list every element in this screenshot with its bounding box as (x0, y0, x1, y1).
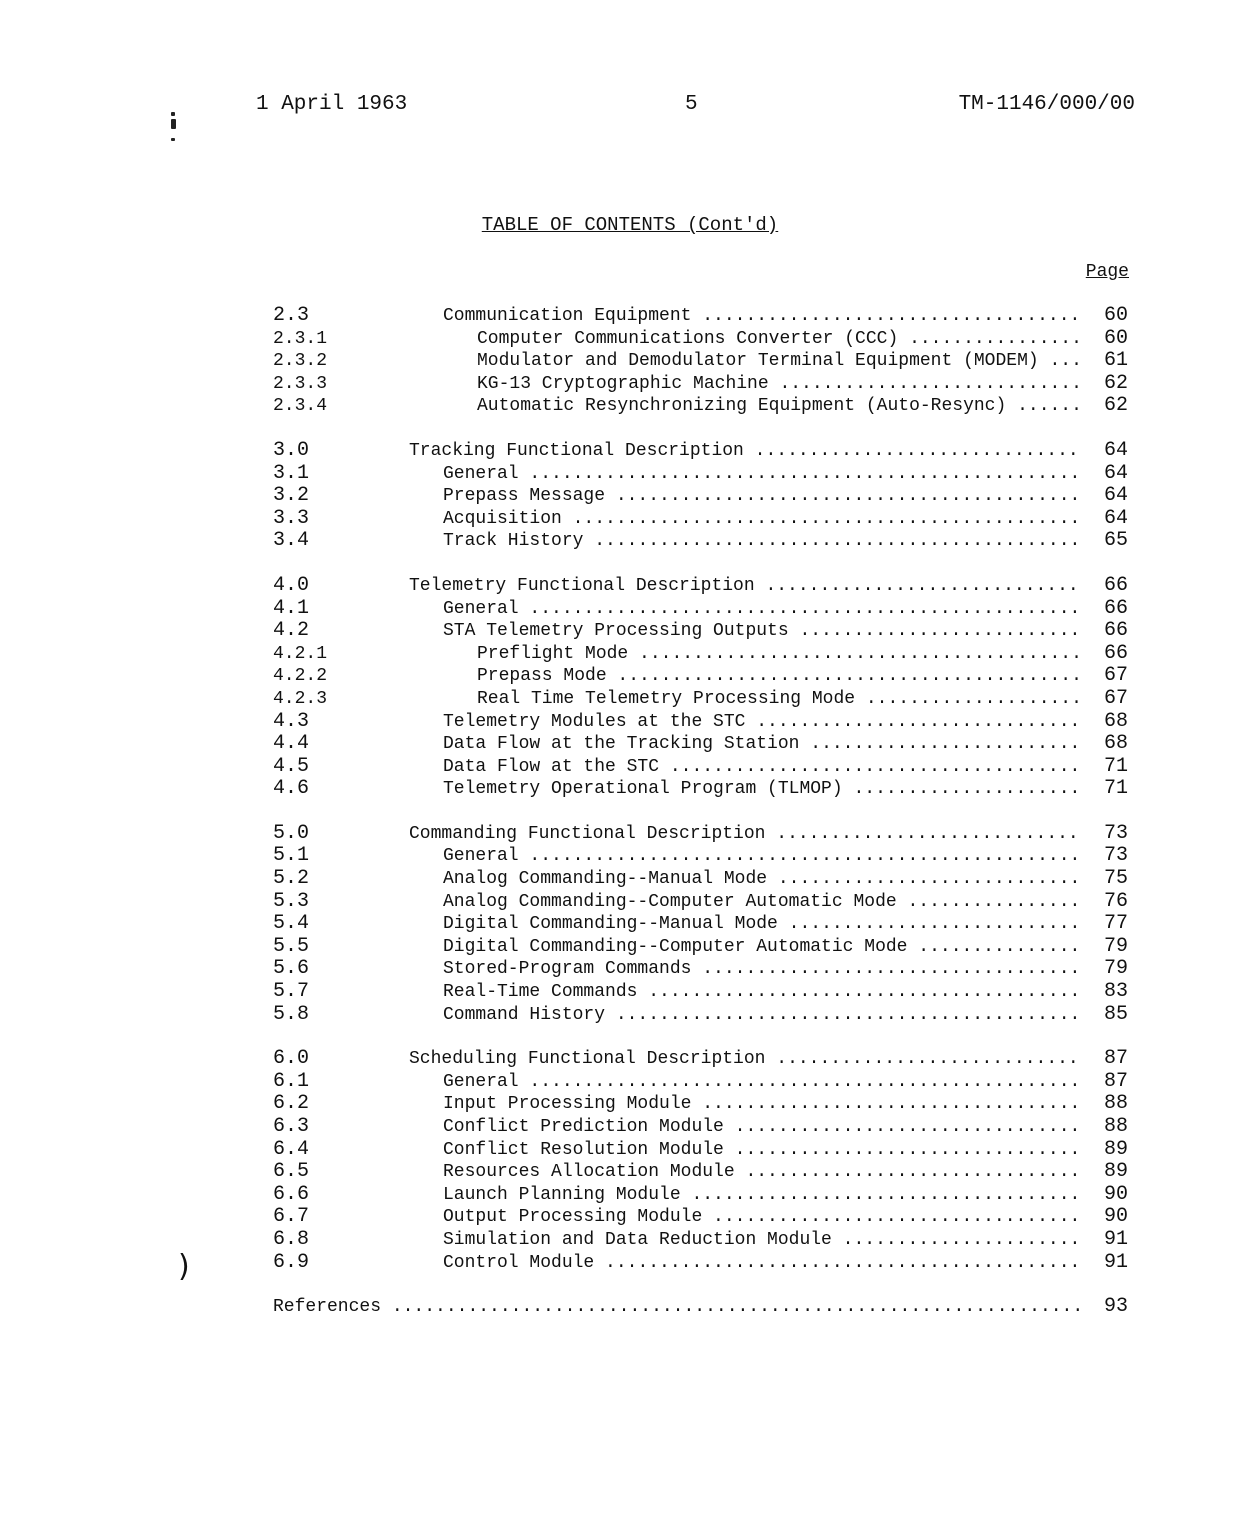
toc-entry-number: 5.7 (273, 980, 310, 1004)
toc-entry-title: Analog Commanding--Computer Automatic Mode ..... (443, 891, 1082, 914)
toc-group (0, 1296, 1260, 1319)
toc-entry-title: Output Processing Module ..... (443, 1206, 1082, 1229)
toc-group (0, 440, 1260, 553)
toc-entry-page: 67 (1103, 664, 1128, 688)
toc-entry (0, 733, 1260, 756)
toc-entry (0, 485, 1260, 508)
toc-entry-page: 67 (1103, 686, 1128, 710)
toc-entry-title: Simulation and Data Reduction Module ..... (443, 1229, 1082, 1252)
toc-entry-page: 66 (1103, 641, 1128, 665)
toc-list (0, 305, 1260, 1341)
toc-entry-page: 60 (1103, 304, 1128, 327)
toc-entry (0, 958, 1260, 981)
margin-bracket-mark: ) (178, 1249, 190, 1284)
toc-entry-title: General ..... (443, 598, 1082, 621)
toc-entry-page: 87 (1103, 1069, 1128, 1093)
toc-group (0, 575, 1260, 801)
toc-title: TABLE OF CONTENTS (Cont'd) (481, 214, 779, 236)
toc-entry-title: Resources Allocation Module ..... (443, 1161, 1082, 1184)
toc-group (0, 305, 1260, 418)
toc-entry-page: 64 (1103, 506, 1128, 530)
toc-entry-number: 4.0 (273, 573, 310, 597)
toc-entry (0, 1093, 1260, 1116)
toc-entry-title: Commanding Functional Description ..... (409, 823, 1082, 846)
toc-entry-title: Conflict Prediction Module ..... (443, 1116, 1082, 1139)
toc-group (0, 823, 1260, 1026)
toc-entry-title: Preflight Mode ..... (477, 643, 1082, 666)
page-column-label: Page (1085, 262, 1129, 282)
toc-entry (0, 305, 1260, 328)
toc-entry-number: 4.6 (273, 777, 310, 801)
toc-entry (0, 1296, 1260, 1319)
toc-entry (0, 350, 1260, 373)
toc-entry (0, 1161, 1260, 1184)
toc-entry-title: Conflict Resolution Module ..... (443, 1139, 1082, 1162)
toc-entry (0, 665, 1260, 688)
toc-entry-title: Track History ..... (443, 530, 1082, 553)
toc-entry-page: 85 (1103, 1002, 1128, 1026)
toc-entry-number: 6.3 (273, 1115, 310, 1138)
header-page-number: 5 (685, 93, 698, 116)
toc-entry (0, 845, 1260, 868)
toc-entry-page: 89 (1103, 1137, 1128, 1161)
toc-entry (0, 373, 1260, 396)
toc-entry-title: Acquisition ..... (443, 508, 1082, 531)
toc-entry (0, 778, 1260, 801)
toc-entry-title: Telemetry Operational Program (TLMOP) ..... (443, 778, 1082, 801)
toc-entry-page: 73 (1103, 844, 1128, 868)
header-date: 1 April 1963 (256, 93, 408, 116)
toc-entry-number: 6.2 (273, 1092, 310, 1116)
toc-entry (0, 913, 1260, 936)
toc-entry (0, 1184, 1260, 1207)
toc-entry-page: 89 (1103, 1160, 1128, 1184)
toc-entry-title: General ..... (443, 1071, 1082, 1094)
toc-entry (0, 1229, 1260, 1252)
toc-group (0, 1048, 1260, 1274)
toc-entry-page: 64 (1103, 484, 1128, 508)
toc-entry-number: 3.2 (273, 484, 310, 508)
toc-entry-page: 66 (1103, 619, 1128, 643)
toc-entry (0, 688, 1260, 711)
toc-entry-number: 3.3 (273, 506, 310, 530)
toc-entry-title: Real-Time Commands ..... (443, 981, 1082, 1004)
toc-entry (0, 643, 1260, 666)
toc-entry-page: 73 (1103, 821, 1128, 845)
toc-entry-number: 2.3.4 (273, 396, 328, 417)
toc-entry-title: Communication Equipment ..... (443, 305, 1082, 328)
header-document-id: TM-1146/000/00 (958, 93, 1135, 116)
toc-entry-title: Telemetry Modules at the STC ..... (443, 711, 1082, 734)
toc-entry-number: 5.5 (273, 934, 310, 958)
toc-entry-title: Scheduling Functional Description ..... (409, 1048, 1082, 1071)
toc-entry-title: Input Processing Module ..... (443, 1093, 1082, 1116)
toc-entry (0, 440, 1260, 463)
toc-entry (0, 1071, 1260, 1094)
toc-entry-title: Computer Communications Converter (CCC) ..... (477, 328, 1082, 351)
toc-entry-page: 88 (1103, 1115, 1128, 1138)
toc-entry (0, 1048, 1260, 1071)
toc-entry-title: Prepass Mode ..... (477, 665, 1082, 688)
toc-entry-number: 2.3.1 (273, 328, 328, 349)
toc-entry-number: 6.4 (273, 1137, 310, 1161)
toc-entry-page: 64 (1103, 461, 1128, 485)
toc-entry-title: Prepass Message ..... (443, 485, 1082, 508)
toc-entry-number: 4.5 (273, 754, 310, 778)
toc-entry-page: 87 (1103, 1047, 1128, 1071)
toc-entry (0, 530, 1260, 553)
toc-entry (0, 508, 1260, 531)
toc-entry-number: 5.1 (273, 844, 310, 868)
toc-entry-number: 6.8 (273, 1227, 310, 1251)
toc-entry-number: 4.3 (273, 709, 310, 733)
toc-entry-title: Stored-Program Commands ..... (443, 958, 1082, 981)
toc-entry (0, 1252, 1260, 1275)
toc-entry-title: Automatic Resynchronizing Equipment (Auto-Resync) ..... (477, 395, 1082, 418)
toc-entry-title: Control Module ..... (443, 1252, 1082, 1275)
toc-entry (0, 1139, 1260, 1162)
toc-entry-number: 6.1 (273, 1069, 310, 1093)
toc-entry (0, 328, 1260, 351)
toc-entry (0, 620, 1260, 643)
toc-entry-page: 71 (1103, 777, 1128, 801)
toc-entry-title: Data Flow at the STC ..... (443, 756, 1082, 779)
toc-entry-number: 5.0 (273, 821, 310, 845)
toc-entry-title: KG-13 Cryptographic Machine ..... (477, 373, 1082, 396)
toc-entry (0, 981, 1260, 1004)
toc-entry-page: 93 (1103, 1295, 1128, 1319)
toc-entry (0, 891, 1260, 914)
toc-entry-page: 71 (1103, 754, 1128, 778)
toc-entry-number: 6.5 (273, 1160, 310, 1184)
margin-punch-mark (170, 112, 176, 142)
toc-entry-number: 3.1 (273, 461, 310, 485)
toc-entry-page: 66 (1103, 573, 1128, 597)
toc-entry (0, 1116, 1260, 1139)
toc-entry-page: 91 (1103, 1250, 1128, 1274)
toc-entry-number: 5.3 (273, 889, 310, 913)
toc-entry-title: General ..... (443, 463, 1082, 486)
toc-entry-number: 5.6 (273, 957, 310, 981)
toc-entry-number: 5.2 (273, 867, 310, 891)
toc-entry-page: 68 (1103, 709, 1128, 733)
toc-entry-page: 88 (1103, 1092, 1128, 1116)
toc-entry-page: 68 (1103, 732, 1128, 756)
toc-entry-title: STA Telemetry Processing Outputs ..... (443, 620, 1082, 643)
toc-entry-page: 62 (1103, 394, 1128, 418)
toc-entry-number: 6.6 (273, 1182, 310, 1206)
toc-entry-title: Launch Planning Module ..... (443, 1184, 1082, 1207)
toc-entry (0, 868, 1260, 891)
toc-entry-title: General ..... (443, 845, 1082, 868)
toc-entry-title: Telemetry Functional Description ..... (409, 575, 1082, 598)
toc-entry (0, 463, 1260, 486)
toc-entry (0, 395, 1260, 418)
toc-entry (0, 936, 1260, 959)
toc-entry-number: 4.2.1 (273, 643, 328, 664)
toc-entry-title: Digital Commanding--Manual Mode ..... (443, 913, 1082, 936)
toc-entry-number: 6.7 (273, 1205, 310, 1229)
toc-entry (0, 823, 1260, 846)
toc-entry-page: 65 (1103, 529, 1128, 553)
toc-entry-number: 4.2.2 (273, 666, 328, 687)
toc-entry-title: Data Flow at the Tracking Station ..... (443, 733, 1082, 756)
toc-entry-page: 62 (1103, 371, 1128, 395)
toc-entry-title: References ..... (273, 1296, 1082, 1319)
toc-entry (0, 575, 1260, 598)
toc-entry-page: 91 (1103, 1227, 1128, 1251)
toc-entry-number: 6.9 (273, 1250, 310, 1274)
toc-entry-page: 90 (1103, 1182, 1128, 1206)
toc-entry-title: Analog Commanding--Manual Mode ..... (443, 868, 1082, 891)
toc-entry-page: 83 (1103, 980, 1128, 1004)
toc-entry (0, 756, 1260, 779)
toc-entry-number: 3.4 (273, 529, 310, 553)
toc-entry-page: 77 (1103, 912, 1128, 936)
toc-entry-number: 4.2.3 (273, 688, 328, 709)
toc-entry-title: Modulator and Demodulator Terminal Equipment (MODEM) ..... (477, 350, 1082, 373)
toc-entry-number: 4.4 (273, 732, 310, 756)
toc-entry (0, 711, 1260, 734)
toc-entry-number: 2.3.2 (273, 351, 328, 372)
toc-entry-page: 90 (1103, 1205, 1128, 1229)
toc-entry-page: 79 (1103, 934, 1128, 958)
toc-entry-page: 60 (1103, 326, 1128, 350)
toc-entry-number: 3.0 (273, 438, 310, 462)
toc-entry-number: 2.3 (273, 304, 310, 327)
toc-entry-title: Digital Commanding--Computer Automatic Mode ..... (443, 936, 1082, 959)
toc-entry-number: 4.1 (273, 596, 310, 620)
toc-entry-title: Real Time Telemetry Processing Mode ..... (477, 688, 1082, 711)
toc-entry (0, 1206, 1260, 1229)
toc-entry-page: 75 (1103, 867, 1128, 891)
toc-entry-page: 64 (1103, 438, 1128, 462)
toc-entry-number: 5.4 (273, 912, 310, 936)
toc-entry-title: Command History ..... (443, 1004, 1082, 1027)
toc-entry (0, 598, 1260, 621)
toc-entry-number: 6.0 (273, 1047, 310, 1071)
toc-entry-number: 2.3.3 (273, 373, 328, 394)
toc-entry (0, 1004, 1260, 1027)
toc-entry-number: 5.8 (273, 1002, 310, 1026)
toc-entry-page: 79 (1103, 957, 1128, 981)
toc-entry-number: 4.2 (273, 619, 310, 643)
toc-entry-title: Tracking Functional Description ..... (409, 440, 1082, 463)
toc-entry-page: 61 (1103, 349, 1128, 373)
toc-entry-page: 66 (1103, 596, 1128, 620)
toc-entry-page: 76 (1103, 889, 1128, 913)
